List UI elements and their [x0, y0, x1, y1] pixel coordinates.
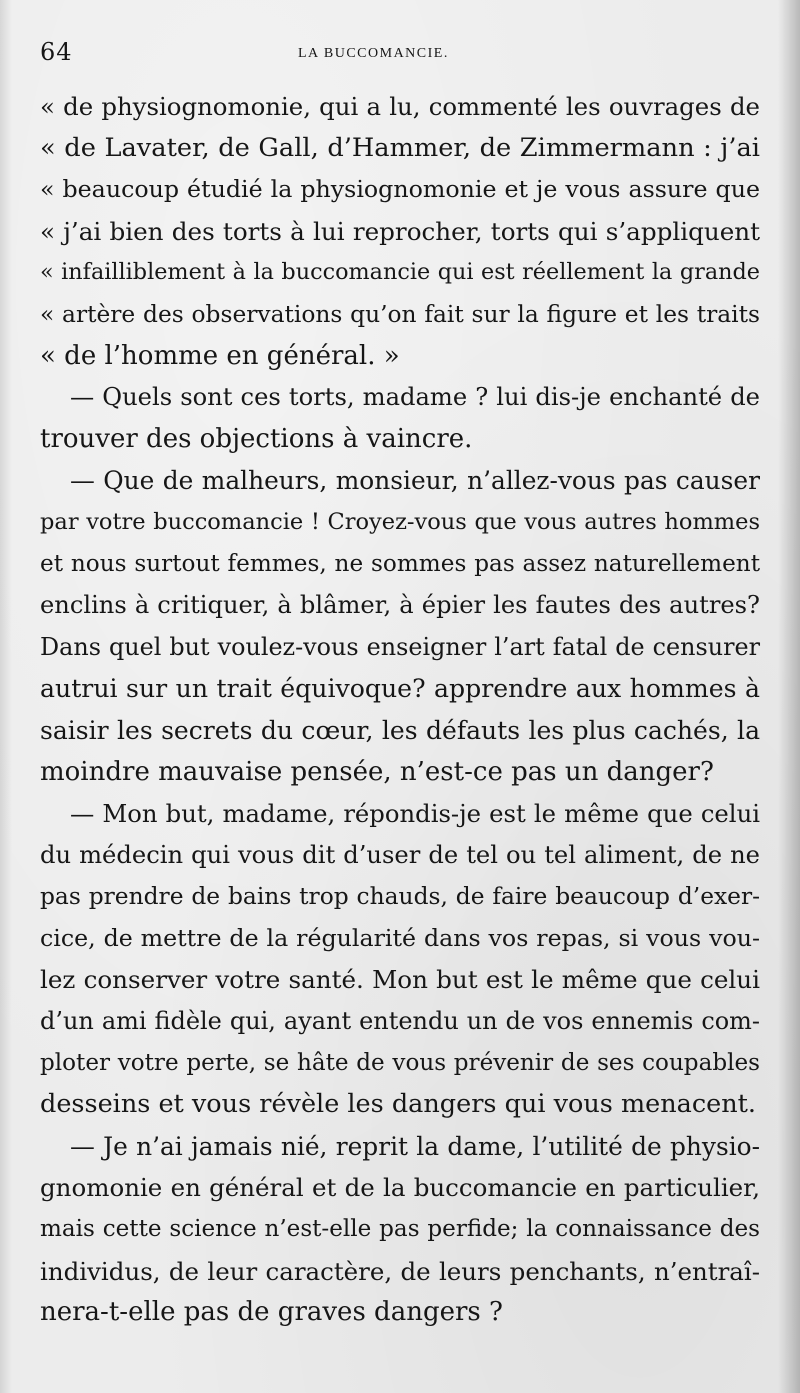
text-line: « infailliblement à la buccomancie qui est réellement la grande — [40, 259, 760, 286]
text-line: cice, de mettre de la régularité dans vos repas, si vous vou- — [40, 923, 760, 952]
text-line: et nous surtout femmes, ne sommes pas assez naturellement — [40, 550, 760, 577]
text-line: « de physiognomonie, qui a lu, commenté les ouvrages de — [40, 92, 760, 121]
running-title: LA BUCCOMANCIE. — [298, 46, 449, 61]
text-line: d’un ami fidèle qui, ayant entendu un de vos ennemis com- — [40, 1007, 760, 1036]
text-line: ploter votre perte, se hâte de vous prévenir de ses coupables — [40, 1049, 760, 1076]
text-line: individus, de leur caractère, de leurs penchants, n’entraî- — [40, 1256, 760, 1286]
text-line: nera-t-elle pas de graves dangers ? — [40, 1297, 503, 1328]
body-text — [40, 86, 760, 1334]
text-line: « de Lavater, de Gall, d’Hammer, de Zimmermann : j’ai — [40, 132, 760, 163]
text-line: « j’ai bien des torts à lui reprocher, torts qui s’appliquent — [40, 216, 760, 246]
text-line: moindre mauvaise pensée, n’est-ce pas un danger? — [40, 756, 714, 787]
text-line: — Quels sont ces torts, madame ? lui dis-je enchanté de — [70, 383, 760, 412]
text-line: — Je n’ai jamais nié, reprit la dame, l’utilité de physio- — [70, 1131, 760, 1161]
text-line: Dans quel but voulez-vous enseigner l’art fatal de censurer — [40, 632, 760, 661]
text-line: pas prendre de bains trop chauds, de faire beaucoup d’exer- — [40, 882, 760, 911]
text-line: « artère des observations qu’on fait sur la figure et les traits — [40, 299, 760, 328]
text-line: du médecin qui vous dit d’user de tel ou tel aliment, de ne — [40, 840, 760, 869]
text-line: autrui sur un trait équivoque? apprendre aux hommes à — [40, 674, 760, 704]
text-line: « de l’homme en général. » — [40, 340, 400, 371]
text-line: saisir les secrets du cœur, les défauts les plus cachés, la — [40, 715, 760, 745]
text-line: lez conserver votre santé. Mon but est le même que celui — [40, 965, 760, 995]
page-right-shadow — [778, 0, 800, 1393]
text-line: — Que de malheurs, monsieur, n’allez-vous pas causer — [70, 466, 760, 496]
text-line: par votre buccomancie ! Croyez-vous que vous autres hommes — [40, 508, 760, 535]
page-number: 64 — [40, 38, 73, 66]
page-header — [40, 38, 480, 78]
text-line: trouver des objections à vaincre. — [40, 423, 473, 454]
text-line: mais cette science n’est-elle pas perfide; la connaissance des — [40, 1216, 760, 1243]
text-line: enclins à critiquer, à blâmer, à épier les fautes des autres? — [40, 591, 760, 620]
page-left-shadow — [0, 0, 12, 1393]
text-line: gnomonie en général et de la buccomancie en particulier, — [40, 1173, 760, 1203]
text-line: « beaucoup étudié la physiognomonie et je vous assure que — [40, 175, 760, 204]
text-line: desseins et vous révèle les dangers qui vous menacent. — [40, 1089, 757, 1120]
text-line: — Mon but, madame, répondis-je est le même que celui — [70, 799, 760, 829]
